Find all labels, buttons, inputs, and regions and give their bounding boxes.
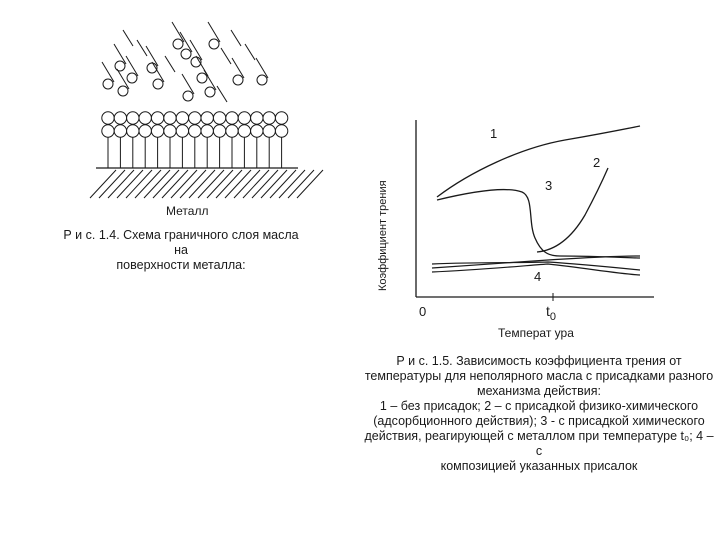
molecule-head <box>181 49 191 59</box>
adsorbed-monolayer <box>102 112 288 168</box>
molecule-tail <box>245 44 255 60</box>
figure-1-5-caption-line: композицией указанных присалок <box>440 459 638 473</box>
molecule-head <box>139 125 151 137</box>
molecule-head <box>102 112 114 124</box>
figure-1-5-caption-line: Р и с. 1.5. Зависимость коэффициента трения от <box>396 354 682 368</box>
molecule-head <box>275 112 287 124</box>
molecule-head <box>238 125 250 137</box>
molecule-head <box>257 75 267 85</box>
molecule-head <box>115 61 125 71</box>
molecule-head <box>164 112 176 124</box>
molecule-head <box>153 79 163 89</box>
molecule-head <box>238 112 250 124</box>
molecule-tail <box>165 56 175 72</box>
curve-label-3: 3 <box>545 178 553 193</box>
molecule-head <box>233 75 243 85</box>
molecule-head <box>201 125 213 137</box>
molecule-head <box>118 86 128 96</box>
molecule-head <box>205 87 215 97</box>
curve-label-1: 1 <box>490 126 498 141</box>
t0-label: $t_0$ <box>546 303 557 323</box>
molecule-tail <box>137 40 147 56</box>
molecule-tail <box>123 30 133 46</box>
molecule-head <box>251 125 263 137</box>
curve-label-2: 2 <box>593 155 601 170</box>
molecule-head <box>102 125 114 137</box>
t0-subscript: 0 <box>549 311 557 323</box>
x-axis-label: Температ ура <box>498 326 574 340</box>
molecule-head <box>201 112 213 124</box>
friction-chart <box>377 120 654 340</box>
y-axis-label: Коэффициент трения <box>377 180 389 291</box>
molecule-head <box>127 112 139 124</box>
molecule-head <box>164 125 176 137</box>
metal-hatching <box>90 170 323 198</box>
molecule-head <box>251 112 263 124</box>
molecule-head <box>151 125 163 137</box>
molecule-head <box>189 112 201 124</box>
boundary-layer-diagram <box>90 22 323 218</box>
molecule-head <box>213 125 225 137</box>
figure-1-5-caption-line: температуры для неполярного масла с присадками разного <box>364 369 714 383</box>
figure-1-5-caption-line: 1 – без присадок; 2 – с присадкой физико-химического <box>379 399 699 413</box>
figure-1-4-caption-line: Р и с. 1.4. Схема граничного слоя масла на <box>63 228 299 257</box>
curve-label-4: 4 <box>534 269 542 284</box>
molecule-head <box>173 39 183 49</box>
molecule-head <box>139 112 151 124</box>
curve-3 <box>437 190 640 258</box>
molecule-head <box>176 125 188 137</box>
molecule-head <box>151 112 163 124</box>
molecule-head <box>263 125 275 137</box>
molecule-head <box>183 91 193 101</box>
molecule-head <box>226 112 238 124</box>
figure-1-4-caption <box>56 228 306 273</box>
molecule-head <box>213 112 225 124</box>
molecule-head <box>263 112 275 124</box>
metal-label: Металл <box>166 204 209 218</box>
molecule-head <box>114 112 126 124</box>
molecule-tail <box>221 48 231 64</box>
molecule-tail <box>217 86 227 102</box>
figure-1-5-caption <box>360 354 718 474</box>
free-molecules <box>102 22 268 102</box>
molecule-head <box>197 73 207 83</box>
curve-1 <box>437 126 640 197</box>
molecule-tail <box>231 30 241 46</box>
molecule-head <box>275 125 287 137</box>
molecule-head <box>226 125 238 137</box>
figure-1-4-caption-line: поверхности металла: <box>116 258 246 272</box>
figure-1-5-caption-line: (адсорбционного действия); 3 - с присадкой химического <box>373 414 705 428</box>
origin-label: 0 <box>419 304 427 319</box>
molecule-head <box>103 79 113 89</box>
figure-1-5-caption-line: механизма действия: <box>476 384 602 398</box>
figure-1-5-caption-line: действия, реагирующей с металлом при температуре t₀; 4 – с <box>364 429 714 458</box>
molecule-head <box>176 112 188 124</box>
molecule-head <box>127 125 139 137</box>
molecule-head <box>209 39 219 49</box>
molecule-head <box>189 125 201 137</box>
molecule-head <box>127 73 137 83</box>
molecule-head <box>114 125 126 137</box>
